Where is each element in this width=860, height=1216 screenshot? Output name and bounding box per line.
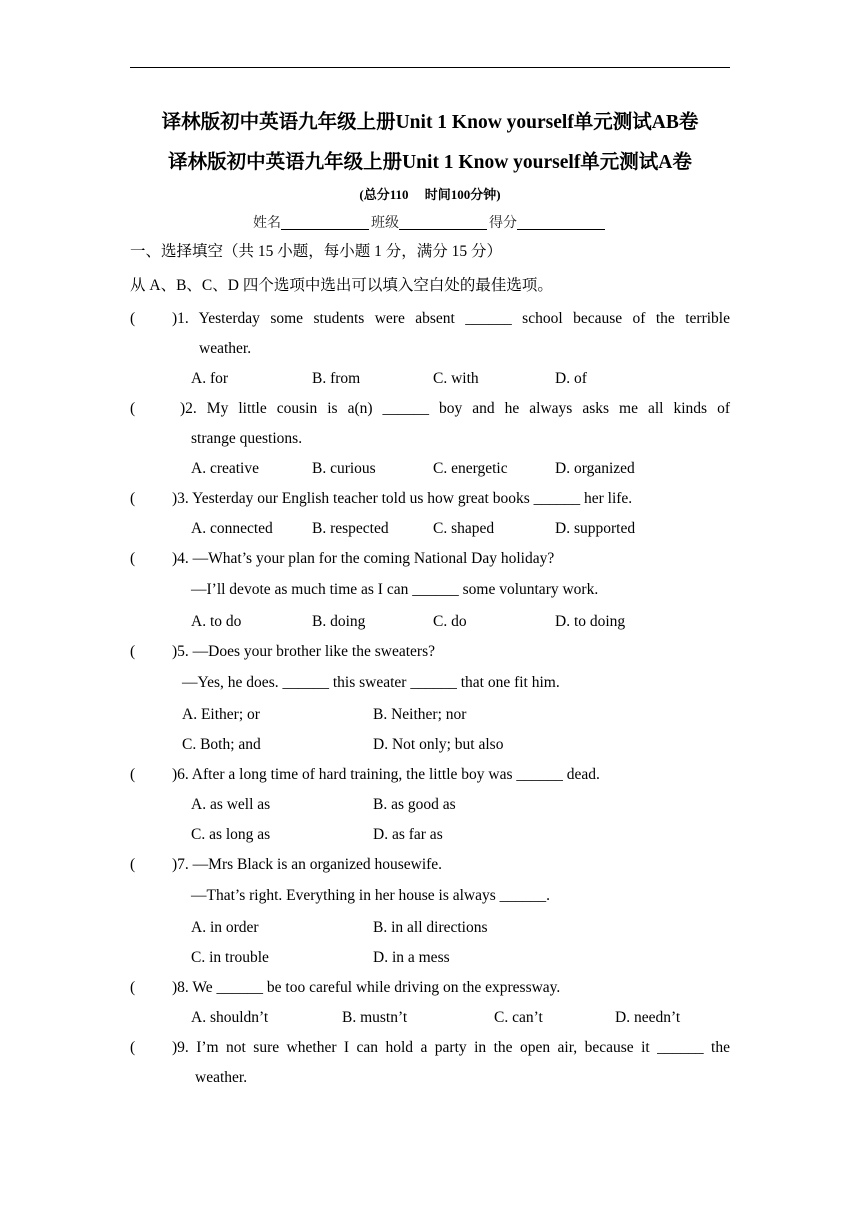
question-5-dialog: —Yes, he does. ______ this sweater ______ that one fit him. [182, 674, 560, 691]
class-blank [399, 215, 487, 230]
q3-option-c: C. shaped [433, 520, 495, 537]
title-ab: 译林版初中英语九年级上册Unit 1 Know yourself单元测试AB卷 [161, 112, 699, 133]
q7-option-d: D. in a mess [373, 949, 450, 966]
question-7-dialog: —That’s right. Everything in her house is always ______. [191, 887, 551, 904]
q3-option-d: D. supported [555, 520, 636, 537]
q6-option-d: D. as far as [373, 826, 443, 843]
q5-option-a: A. Either; or [182, 706, 260, 723]
q2-option-d: D. organized [555, 460, 635, 477]
q8-option-a: A. shouldn’t [191, 1009, 269, 1026]
title-a: 译林版初中英语九年级上册Unit 1 Know yourself单元测试A卷 [168, 152, 692, 173]
question-2-cont: strange questions. [191, 430, 303, 447]
q1-option-c: C. with [433, 370, 479, 387]
score-label: 得分 [489, 216, 517, 231]
q7-option-a: A. in order [191, 919, 259, 936]
q3-option-b: B. respected [312, 520, 389, 537]
subtitle: (总分110 时间100分钟) [359, 187, 501, 202]
q5-option-d: D. Not only; but also [373, 736, 504, 753]
q6-option-c: C. as long as [191, 826, 271, 843]
q4-option-c: C. do [433, 613, 467, 630]
q6-option-b: B. as good as [373, 796, 456, 813]
q1-option-b: B. from [312, 370, 361, 387]
question-1-cont: weather. [199, 340, 252, 357]
q2-option-a: A. creative [191, 460, 259, 477]
q8-option-d: D. needn’t [615, 1009, 681, 1026]
section-instruction: 从 A、B、C、D 四个选项中选出可以填入空白处的最佳选项。 [130, 277, 553, 294]
name-blank [281, 215, 369, 230]
q8-option-c: C. can’t [494, 1009, 543, 1026]
q4-option-b: B. doing [312, 613, 366, 630]
question-2: ( )2. My little cousin is a(n) ______ boy and he always asks me all kinds of [130, 400, 730, 417]
question-1: ( )1. Yesterday some students were absent ______ school because of the terrible [130, 310, 730, 327]
q1-option-a: A. for [191, 370, 229, 387]
q4-option-d: D. to doing [555, 613, 626, 630]
q8-option-b: B. mustn’t [342, 1009, 408, 1026]
q5-option-c: C. Both; and [182, 736, 261, 753]
q2-option-c: C. energetic [433, 460, 508, 477]
q1-option-d: D. of [555, 370, 587, 387]
name-label: 姓名 [253, 216, 281, 231]
q4-option-a: A. to do [191, 613, 242, 630]
q7-option-b: B. in all directions [373, 919, 488, 936]
q3-option-a: A. connected [191, 520, 273, 537]
q2-option-b: B. curious [312, 460, 376, 477]
q6-option-a: A. as well as [191, 796, 271, 813]
q7-option-c: C. in trouble [191, 949, 269, 966]
question-4-dialog: —I’ll devote as much time as I can ______ some voluntary work. [191, 581, 599, 598]
header-rule [130, 67, 730, 68]
student-info [0, 212, 860, 232]
class-label: 班级 [371, 216, 399, 231]
question-9-cont: weather. [195, 1069, 248, 1086]
q5-option-b: B. Neither; nor [373, 706, 467, 723]
question-9: ( )9. I’m not sure whether I can hold a party in the open air, because it ______ the [130, 1039, 730, 1056]
score-blank [517, 215, 605, 230]
section-heading: 一、选择填空（共 15 小题，每小题 1 分，满分 15 分） [130, 243, 503, 260]
